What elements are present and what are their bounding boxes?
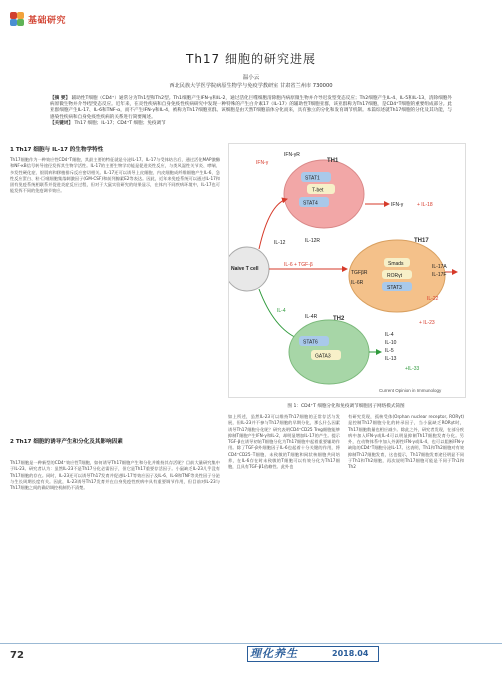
smads-label: Smads [388,261,404,267]
article-affiliation: 西北民族大学医学院病原生物学与免疫学教研室 甘肃省兰州市 730000 [169,83,333,89]
il33-label: +IL-33 [405,366,420,372]
figure-caption: 图 1：CD4⁺T 细胞分化和免疫调节细胞因子网络模式简图 [287,404,405,409]
il13-label: IL-13 [385,356,397,362]
section1-title: 1 Th17 细胞与 IL-17 的生物学特性 [10,147,104,153]
stat4-label: STAT4 [303,200,318,207]
section-logo-icon [10,12,24,26]
il17a-label: IL-17A [432,264,447,270]
il4-label: IL-4 [385,332,394,338]
abstract-text: 辅助性T细胞（CD4⁺）通常分为Th1型和Th2型。Th1细胞产生IFN-γ和IL-2，通过活化巨噬细胞清除胞内病原微生物并介导迟发型变态反应；Th2细胞产生IL-4、IL-5和IL-13，清除细胞外病原微生物并介导I型变态反应。近年来，在炎性疾病和自身免疫性疾病研究中发现一种特殊的产生白介素17（IL-17）的辅助性T细胞亚群，该亚群称为Th17细胞，是CD4⁺T细胞的重要组成部分。此亚群细胞产生IL-17、IL-6和TNF-α，而不产生IFN-γ和IL-4，被称为Th17细胞亚群。该细胞是由天然T细胞前体分化而来，具有独立的分化和发育调节机制。本篇综述就Th17细胞的分化及其功能，与感染性疾病和自身免疫性疾病的关系进行简要阐述。 [50,96,452,120]
section1-paragraph: Th17细胞作为一种效应性CD4⁺T细胞，其最主要的特征就是分泌IL-17。IL-17与受体结合后，通过活化MAP激酶和NF-κB信号转导途径发挥其生物学活性。IL-17的主要生物学功能是促进炎性反应，与类风湿性关节炎、哮喘、多发性硬化症、银屑病和移植排斥反应密切相关。IL-17还可以诱导上皮细胞、内皮细胞成纤维细胞产生IL-6、急性反应蛋白、粒-巨噬细胞集落刺激因子(GM-CSF)和前列腺素E2等表达。因此，近年来免疫系统可以通过IL-17和固有免疫系统相联系并促进炎症反应过程，但对于大鼠实验研究的结果显示，在体内不同疾病环境中，IL-17也可能发挥不同的免疫调节效应。 [10,157,220,194]
magazine-issue: 2018.04 [332,649,369,658]
abstract-block [50,96,452,127]
stat6-label: STAT6 [303,339,318,346]
il6r-label: IL-6R [351,280,364,286]
right-column-text: 有研究发现，孤核受体(Orphan nuclear receptor, RORγt)是控制Th17细胞分化的转录因子，当小鼠缺乏RORγt时，Th17细胞数量也相应减少。除此之外，研究者发现，在部分疾病中加入IFN-γ或IL-4可以明显抑制Th17细胞发育分化。另外，在动物体系中加入外源性IFN-γ或IL-4，也可以阻断IFN-γ缺陷的CD4⁺T细胞分泌IL-17。这表明，Th1和Th2细胞对有效抑制Th17细胞发育，这也提示，Th17细胞发育途径明显不同于Th1和Th2细胞，再次说明Th17细胞可能是不同于Th1和Th2 [348,414,464,470]
il5-label: IL-5 [385,348,394,354]
middle-column-text: 如上所述，虽然IL-23可以维持Th17细胞的正常存活与发展，但IL-23并不参与Th17细胞的早期分化，那么什么因素诱导Th17细胞分化呢？研究表明CD4⁺CD25 Treg细胞能够抑制T细胞产生IFN-γ和IL-2，却明显增加IL-17的产生。提示TGF-β在诱导初始T细胞分化为Th17细胞中起着重要辅助作用。除了TGF-β外细胞因子IL-6也起着十分关键的作用，将CD4⁺CD25⁻T细胞、未致敏的T细胞和网状核细胞共同培养，在IL-6存在时未致敏的T细胞可以有效分化为Th17细胞，且具有TGF-β1依赖性。此外也 [228,414,340,470]
footer-divider [0,643,502,644]
section2-title: 2 Th17 细胞的诱导产生和分化及其影响因素 [10,439,123,445]
naive-to-th2-arrow [259,289,299,339]
ifngr-label: IFN-γR [284,152,300,158]
page-number: 72 [10,650,24,661]
keywords-label: 【关键词】 [50,120,73,126]
article-author: 温小云 [242,75,260,81]
stat3-label: STAT3 [387,285,402,291]
il17f-label: IL-17F [432,272,447,278]
article-title: Th17 细胞的研究进展 [185,52,317,66]
ifng-mid-label: IFN-γ [391,202,404,208]
abstract-label: 【摘 要】 [50,96,71,101]
il23-label: + IL-23 [419,320,435,326]
tgfbr-label: TGFβR [351,270,368,276]
figure-source: Current Opinion in Immunology [379,388,442,393]
th2-label: TH2 [333,316,345,322]
th1-label: TH1 [327,158,339,164]
section-label: 基础研究 [28,15,67,26]
ifng-top-label: IFN-γ [256,160,269,166]
tbet-label: T-bet [312,187,324,194]
figure-1 [228,143,466,398]
il6tgf-label: IL-6 + TGF-β [284,262,313,268]
stat1-label: STAT1 [305,175,320,182]
cytokine-network-diagram [229,144,465,397]
section2-paragraph: Th17细胞是一种新型的CD4⁺效应性T细胞，如何诱导Th17细胞产生和分化并维持其存活呢？目前大量研究集中于IL-23。研究者认为：虽然IL-23不是Th17分化必需因子，但它是Th17重要存活因子。小鼠缺乏IL-23几乎没有Th17细胞的存在。同时，IL-23还可以诱导Th17发育并促进IL-17等效应因子及IL-6、IL-8和TNF等炎性因子分泌与生长周期长度有关。因此，IL-23诱导Th17发育并在自身免疫性疾病中具有重要调节作用，但目前对IL-23与Th17细胞之间的确切调控机制仍不清楚。 [10,460,220,491]
magazine-name: 理化养生 [250,647,298,660]
il12r-label: IL-12R [305,238,321,244]
il4-left-label: IL-4 [277,308,286,314]
rorgt-label: RORγt [387,273,402,279]
il10-label: IL-10 [385,340,397,346]
section-header [10,12,66,26]
keywords-text: Th17 细胞；IL-17；CD4⁺T 细胞；免疫调节 [74,120,166,126]
naive-label: Naive T cell [231,266,259,272]
il4r-label: IL-4R [305,314,318,320]
th17-label: TH17 [414,238,429,244]
il12-label: IL-12 [274,240,286,246]
gata3-label: GATA3 [315,353,331,360]
il22-label: IL-22 [427,296,439,302]
il18-label: + IL-18 [417,202,433,208]
